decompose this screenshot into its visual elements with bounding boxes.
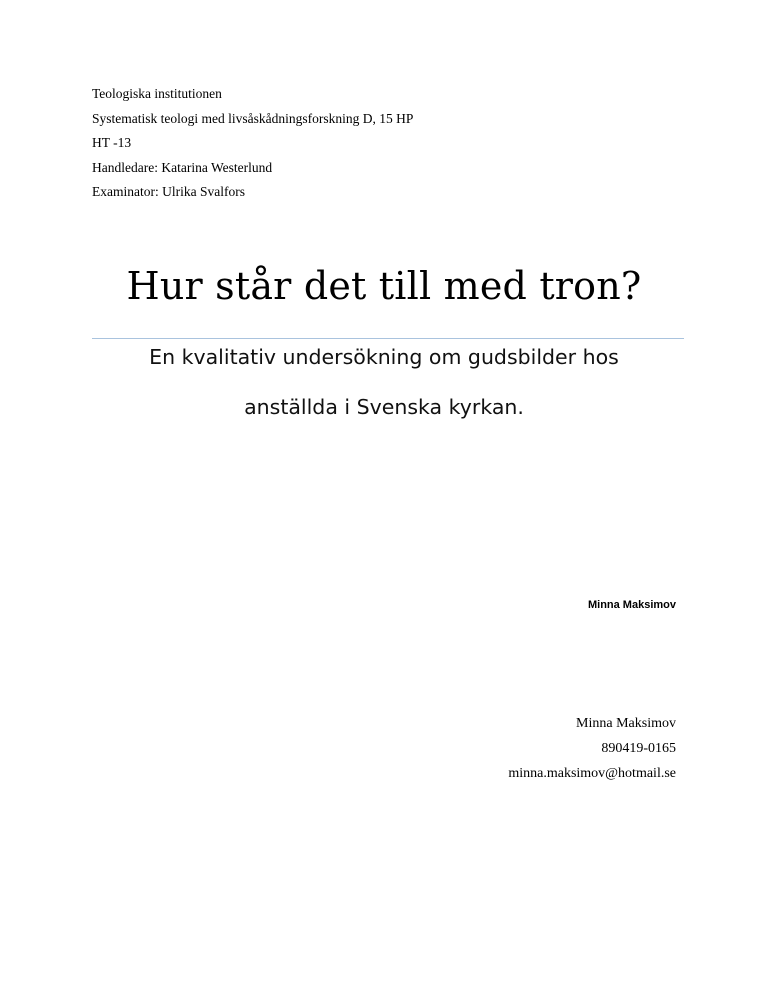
institution-name: Teologiska institutionen xyxy=(92,86,222,101)
subtitle-line-2: anställda i Svenska kyrkan. xyxy=(244,395,524,419)
email-address: minna.maksimov@hotmail.se xyxy=(508,766,676,781)
page-title: Hur står det till med tron? xyxy=(126,264,642,308)
header-info xyxy=(92,82,413,205)
supervisor: Handledare: Katarina Westerlund xyxy=(92,159,273,175)
subtitle xyxy=(0,332,768,432)
course-name: Systematisk teologi med livsåskådningsforskning D, 15 HP xyxy=(92,110,414,126)
term: HT -13 xyxy=(92,135,132,150)
author-name-bold: Minna Maksimov xyxy=(587,599,676,611)
examiner: Examinator: Ulrika Svalfors xyxy=(92,184,245,199)
contact-name: Minna Maksimov xyxy=(576,716,676,731)
personal-number: 890419-0165 xyxy=(601,741,676,756)
subtitle-line-1: En kvalitativ undersökning om gudsbilder hos xyxy=(149,345,619,369)
contact-info xyxy=(508,711,676,786)
